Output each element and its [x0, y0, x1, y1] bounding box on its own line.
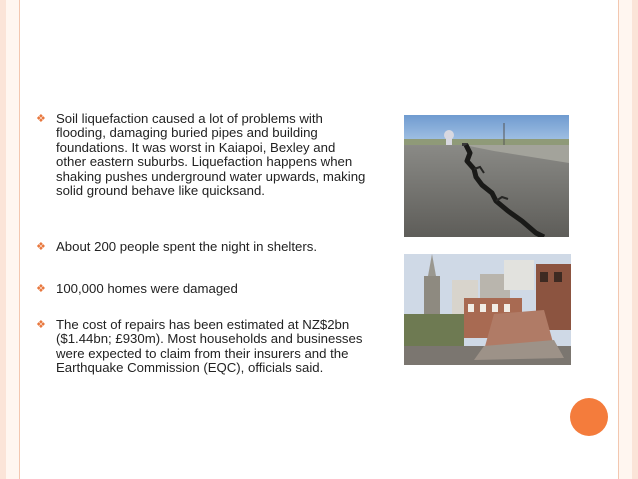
- cracked-road-photo: [404, 115, 569, 237]
- cracked-road-image: [404, 115, 569, 237]
- bullet-marker-icon: ❖: [36, 283, 46, 295]
- right-border: [618, 0, 638, 479]
- decorative-circle: [570, 398, 608, 436]
- bullet-text: The cost of repairs has been estimated at NZ$2bn ($1.44bn; £930m). Most households and businesses were expected to claim from their insurers and the Earthquake Commission (EQC), officials said.: [56, 317, 363, 376]
- collapsed-building-photo: [404, 254, 571, 365]
- bullet-marker-icon: ❖: [36, 113, 46, 125]
- bullet-marker-icon: ❖: [36, 319, 46, 331]
- bullet-text: 100,000 homes were damaged: [56, 281, 238, 296]
- left-rule: [19, 0, 20, 479]
- left-border: [0, 0, 20, 479]
- bullet-text: About 200 people spent the night in shelters.: [56, 239, 318, 254]
- right-rule: [618, 0, 619, 479]
- collapsed-building-image: [404, 254, 571, 365]
- bullet-marker-icon: ❖: [36, 241, 46, 253]
- bullet-text: Soil liquefaction caused a lot of problems with flooding, damaging buried pipes and building foundations. It was worst in Kaiapoi, Bexley and other eastern suburbs. Liquefaction happens when shaking pushes underground water upwards, making solid ground behave like quicksand.: [56, 111, 366, 199]
